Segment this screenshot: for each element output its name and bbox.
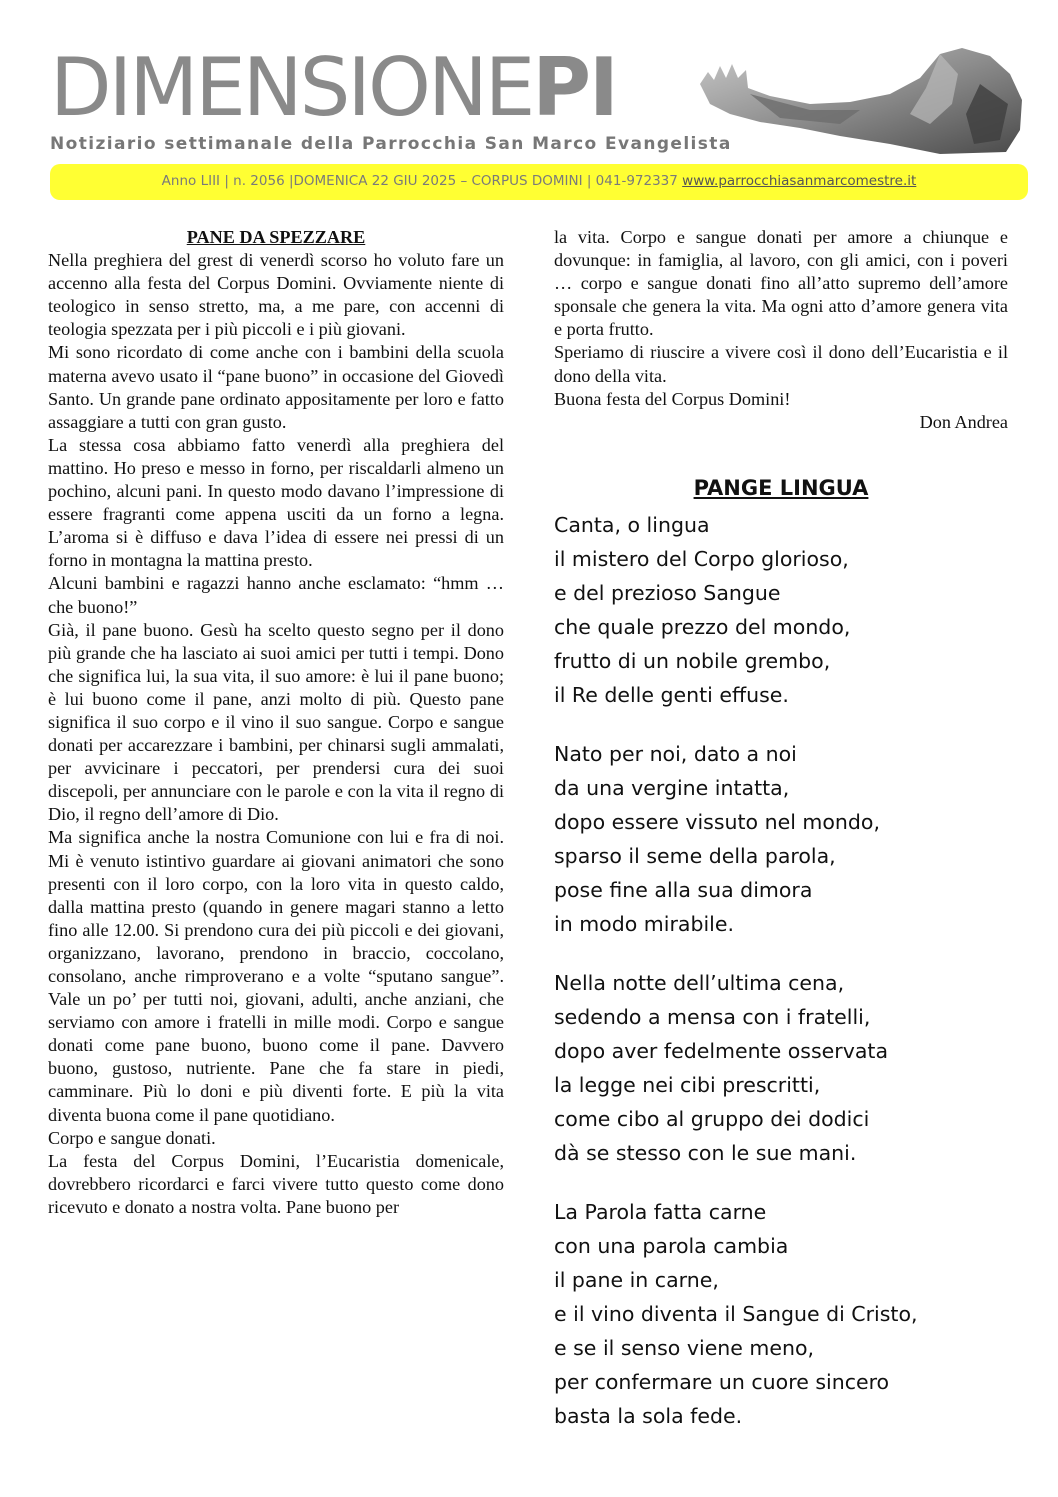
article-paragraph: Già, il pane buono. Gesù ha scelto questo segno per il dono più grande che ha lasciato ai suoi amici per tutti i tempi. Dono che significa lui, la sua vita, il suo amore: è lui il pane buono; è lui buono come il pane, anzi molto di più. Questo pane significa il suo corpo e il vino il suo sangue. Corpo e sangue donati per accarezzare i bambini, per chinarsi sugli ammalati, per avvicinare i peccatori, per prendersi cura dei suoi discepoli, per annunciare con le parole e con la vita il regno di Dio, il regno dell’amore di Dio. <box>48 619 504 825</box>
issue-info-bar <box>50 164 1028 200</box>
poem-stanza <box>554 1195 1008 1433</box>
poem-line: Nella notte dell’ultima cena, <box>554 971 845 995</box>
poem-line: dopo essere vissuto nel mondo, <box>554 810 880 834</box>
article-paragraph: Speriamo di riuscire a vivere così il dono dell’Eucaristia e il dono della vita. <box>554 342 1008 386</box>
poem-line: il mistero del Corpo glorioso, <box>554 547 849 571</box>
poem-line: e del prezioso Sangue <box>554 581 781 605</box>
poem-line: il Re delle genti effuse. <box>554 683 789 707</box>
issue-info-text <box>50 173 1028 189</box>
poem-line: con una parola cambia <box>554 1234 789 1258</box>
poem-line: come cibo al gruppo dei dodici <box>554 1107 870 1131</box>
poem-line: dà se stesso con le sue mani. <box>554 1141 857 1165</box>
poem-stanza <box>554 737 1008 941</box>
poem-line: e se il senso viene meno, <box>554 1336 815 1360</box>
article-paragraph: Buona festa del Corpus Domini! <box>554 388 791 409</box>
poem-title: PANGE LINGUA <box>693 476 869 500</box>
poem-line: dopo aver fedelmente osservata <box>554 1039 889 1063</box>
poem-stanza <box>554 508 1008 712</box>
article-paragraph: la vita. Corpo e sangue donati per amore a chiunque e dovunque: in famiglia, al lavoro, con gli amici, con i poveri … corpo e sangue donati fino all’atto supremo dell’amore sponsale che genera la vita. Ma ogni atto d’amore genera vita e porta frutto. <box>554 227 1008 340</box>
article-paragraph: Alcuni bambini e ragazzi hanno anche esclamato: “hmm … che buono!” <box>48 573 504 617</box>
article-paragraph: La festa del Corpus Domini, l’Eucaristia domenicale, dovrebbero ricordarci e farci vivere tutto questo come dono ricevuto e donato a nostra volta. Pane buono per <box>48 1150 504 1217</box>
parish-website-link[interactable]: www.parrocchiasanmarcomestre.it <box>682 173 917 189</box>
poem-line: che quale prezzo del mondo, <box>554 615 851 639</box>
poem-line: da una vergine intatta, <box>554 776 790 800</box>
article-column-right <box>554 226 1008 434</box>
poem-line: per confermare un cuore sincero <box>554 1370 890 1394</box>
poem-line: sedendo a mensa con i fratelli, <box>554 1005 871 1029</box>
article-paragraph: Ma significa anche la nostra Comunione con lui e fra di noi. Mi è venuto istintivo guardare ai giovani animatori che sono presenti con il loro corpo, con la loro vita in questo caldo, dalla mattina presto (quando in genere magari stanno a letto fino alle 12.00. Si prendono cura dei più piccoli e dei giovani, organizzano, lavorano, prendono in braccio, coccolano, consolano, anche rimproverano e a volte “sputano sangue”. Vale un po’ per tutti noi, giovani, adulti, anche anziani, che serviamo con amore i fratelli in mille modi. Corpo e sangue donati come pane buono, buono come il pane. Davvero buono, gustoso, nutriente. Pane che fa stare in piedi, camminare. Più lo doni e più diventi forte. E più la vita diventa buona come il pane quotidiano. <box>48 827 504 1125</box>
poem-line: il pane in carne, <box>554 1268 719 1292</box>
article-paragraph: Nella preghiera del grest di venerdì scorso ho voluto fare un accenno alla festa del Corpus Domini. Ovviamente niente di teologico in senso stretto, ma, a me pare, con accenni di teologia spezzata per i più piccoli e i più giovani. <box>48 250 504 340</box>
poem-line: e il vino diventa il Sangue di Cristo, <box>554 1302 918 1326</box>
newsletter-logo <box>50 41 617 134</box>
poem-line: frutto di un nobile grembo, <box>554 649 831 673</box>
article-column-left <box>48 226 504 1219</box>
article-title: PANE DA SPEZZARE <box>186 227 366 247</box>
article-signature: Don Andrea <box>919 411 1008 432</box>
logo-accent: PI <box>532 41 617 134</box>
hand-sculpture-icon <box>690 44 1028 156</box>
article-paragraph: La stessa cosa abbiamo fatto venerdì alla preghiera del mattino. Ho preso e messo in forno, per riscaldarli almeno un pochino, alcuni pani. In questo modo davano l’impressione di essere fragranti come appena usciti da un forno a legna. L’aroma si è diffuso e dava l’idea di essere nei pressi di un forno in montagna la mattina presto. <box>48 434 504 571</box>
article-paragraph: Corpo e sangue donati. <box>48 1127 216 1148</box>
poem-body <box>554 508 1008 1458</box>
poem-line: pose fine alla sua dimora <box>554 878 813 902</box>
poem-line: La Parola fatta carne <box>554 1200 767 1224</box>
newsletter-subtitle: Notiziario settimanale della Parrocchia San Marco Evangelista <box>50 134 732 154</box>
article-paragraph: Mi sono ricordato di come anche con i bambini della scuola materna avevo usato il “pane buono” in occasione del Giovedì Santo. Un grande pane ordinato appositamente per loro e fatto assaggiare a tutti con gran gusto. <box>48 342 504 432</box>
poem-line: la legge nei cibi prescritti, <box>554 1073 821 1097</box>
poem-line: Canta, o lingua <box>554 513 710 537</box>
logo-main: DIMENSIONE <box>50 41 533 134</box>
poem-line: in modo mirabile. <box>554 912 734 936</box>
poem-line: Nato per noi, dato a noi <box>554 742 797 766</box>
issue-details: Anno LIII | n. 2056 |DOMENICA 22 GIU 2025 – CORPUS DOMINI | 041-972337 <box>161 173 683 189</box>
poem-line: sparso il seme della parola, <box>554 844 836 868</box>
poem-stanza <box>554 966 1008 1170</box>
poem-line: basta la sola fede. <box>554 1404 743 1428</box>
